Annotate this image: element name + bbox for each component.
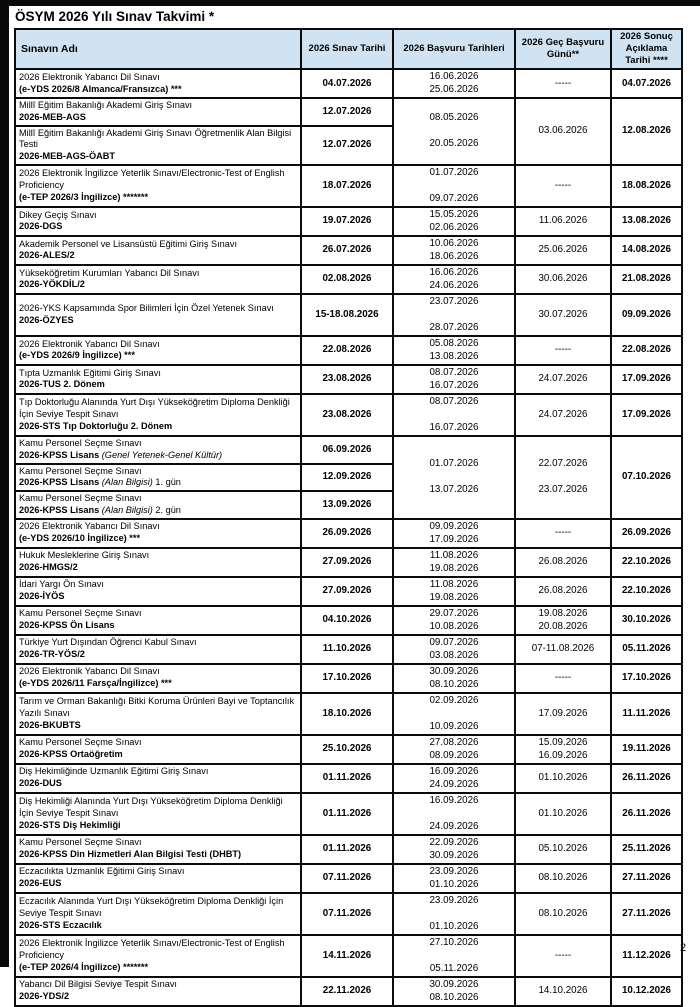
late-application-cell: 26.08.2026 bbox=[515, 577, 611, 606]
late-application-cell: 07-11.08.2026 bbox=[515, 635, 611, 664]
exam-name-cell: İdari Yargı Ön Sınavı 2026-İYÖS bbox=[15, 577, 301, 606]
application-dates-cell: 27.08.2026 08.09.2026 bbox=[393, 735, 515, 764]
application-dates-cell: 30.09.2026 08.10.2026 bbox=[393, 664, 515, 693]
late-application-cell: 08.10.2026 bbox=[515, 893, 611, 935]
application-dates-cell: 11.08.2026 19.08.2026 bbox=[393, 577, 515, 606]
exam-name-cell: Yükseköğretim Kurumları Yabancı Dil Sınavı 2026-YÖKDİL/2 bbox=[15, 265, 301, 294]
header-row bbox=[15, 29, 682, 69]
exam-date-cell: 25.10.2026 bbox=[301, 735, 393, 764]
result-date-cell: 26.11.2026 bbox=[611, 764, 682, 793]
application-dates-cell: 08.07.2026 16.07.2026 bbox=[393, 365, 515, 394]
result-date-cell: 17.09.2026 bbox=[611, 394, 682, 436]
table-row bbox=[15, 436, 682, 464]
application-dates-cell: 16.09.2026 24.09.2026 bbox=[393, 764, 515, 793]
exam-schedule-table bbox=[14, 28, 683, 1007]
late-application-cell: 11.06.2026 bbox=[515, 207, 611, 236]
late-application-cell: 17.09.2026 bbox=[515, 693, 611, 735]
exam-date-cell: 07.11.2026 bbox=[301, 864, 393, 893]
exam-date-cell: 26.07.2026 bbox=[301, 236, 393, 265]
application-dates-cell: 29.07.2026 10.08.2026 bbox=[393, 606, 515, 635]
late-application-cell: ----- bbox=[515, 519, 611, 548]
result-date-cell: 30.10.2026 bbox=[611, 606, 682, 635]
result-date-cell: 22.08.2026 bbox=[611, 336, 682, 365]
table-row bbox=[15, 394, 682, 436]
exam-name-cell: Millî Eğitim Bakanlığı Akademi Giriş Sınavı Öğretmenlik Alan Bilgisi Testi 2026-MEB-AGS-ÖABT bbox=[15, 126, 301, 165]
table-row bbox=[15, 69, 682, 98]
table-row bbox=[15, 764, 682, 793]
table-row bbox=[15, 207, 682, 236]
exam-date-cell: 01.11.2026 bbox=[301, 835, 393, 864]
late-application-cell: ----- bbox=[515, 664, 611, 693]
exam-date-cell: 23.08.2026 bbox=[301, 394, 393, 436]
table-row bbox=[15, 365, 682, 394]
exam-name-cell: 2026 Elektronik İngilizce Yeterlik Sınavı/Electronic-Test of English Proficiency (e-TEP 2026/3 İngilizce) ******* bbox=[15, 165, 301, 207]
exam-date-cell: 04.07.2026 bbox=[301, 69, 393, 98]
table-row bbox=[15, 265, 682, 294]
late-application-cell: 14.10.2026 bbox=[515, 977, 611, 1006]
exam-date-cell: 27.09.2026 bbox=[301, 548, 393, 577]
exam-name-cell: 2026 Elektronik Yabancı Dil Sınavı (e-YDS 2026/9 İngilizce) *** bbox=[15, 336, 301, 365]
exam-name-cell: 2026 Elektronik Yabancı Dil Sınavı (e-YDS 2026/10 İngilizce) *** bbox=[15, 519, 301, 548]
table-row bbox=[15, 635, 682, 664]
application-dates-cell: 09.09.2026 17.09.2026 bbox=[393, 519, 515, 548]
result-date-cell: 17.10.2026 bbox=[611, 664, 682, 693]
result-date-cell: 14.08.2026 bbox=[611, 236, 682, 265]
late-application-cell: 08.10.2026 bbox=[515, 864, 611, 893]
table-row bbox=[15, 165, 682, 207]
table-row bbox=[15, 336, 682, 365]
result-date-cell: 27.11.2026 bbox=[611, 864, 682, 893]
exam-date-cell: 02.08.2026 bbox=[301, 265, 393, 294]
exam-name-cell: Eczacılık Alanında Yurt Dışı Yükseköğretim Diploma Denkliği İçin Seviye Tespit Sınavı 2026-STS Eczacılık bbox=[15, 893, 301, 935]
exam-name-cell: Diş Hekimliği Alanında Yurt Dışı Yükseköğretim Diploma Denkliği İçin Seviye Tespit Sınavı 2026-STS Diş Hekimliği bbox=[15, 793, 301, 835]
application-dates-cell: 30.09.2026 08.10.2026 bbox=[393, 977, 515, 1006]
exam-date-cell: 19.07.2026 bbox=[301, 207, 393, 236]
exam-date-cell: 06.09.2026 bbox=[301, 436, 393, 464]
table-row bbox=[15, 98, 682, 126]
exam-date-cell: 11.10.2026 bbox=[301, 635, 393, 664]
exam-name-cell: Kamu Personel Seçme Sınavı 2026-KPSS Ortaöğretim bbox=[15, 735, 301, 764]
exam-date-cell: 12.09.2026 bbox=[301, 464, 393, 492]
header-late-application-day: 2026 Geç Başvuru Günü** bbox=[515, 29, 611, 69]
exam-date-cell: 26.09.2026 bbox=[301, 519, 393, 548]
application-dates-cell: 16.09.2026 24.09.2026 bbox=[393, 793, 515, 835]
exam-name-cell: Dikey Geçiş Sınavı 2026-DGS bbox=[15, 207, 301, 236]
page-left-border bbox=[0, 0, 9, 967]
exam-date-cell: 18.07.2026 bbox=[301, 165, 393, 207]
exam-name-cell: Yabancı Dil Bilgisi Seviye Tespit Sınavı 2026-YDS/2 bbox=[15, 977, 301, 1006]
result-date-cell: 12.08.2026 bbox=[611, 98, 682, 165]
exam-date-cell: 22.08.2026 bbox=[301, 336, 393, 365]
exam-name-cell: 2026 Elektronik Yabancı Dil Sınavı (e-YDS 2026/11 Farsça/İngilizce) *** bbox=[15, 664, 301, 693]
exam-name-cell: 2026-YKS Kapsamında Spor Bilimleri İçin Özel Yetenek Sınavı 2026-ÖZYES bbox=[15, 294, 301, 336]
result-date-cell: 07.10.2026 bbox=[611, 436, 682, 519]
page-title: ÖSYM 2026 Yılı Sınav Takvimi * bbox=[15, 9, 215, 24]
exam-name-cell: Tarım ve Orman Bakanlığı Bitki Koruma Ürünleri Bayi ve Toptancılık Yazılı Sınavı 2026-BKUBTS bbox=[15, 693, 301, 735]
application-dates-cell: 16.06.2026 24.06.2026 bbox=[393, 265, 515, 294]
exam-date-cell: 13.09.2026 bbox=[301, 491, 393, 519]
application-dates-cell: 16.06.2026 25.06.2026 bbox=[393, 69, 515, 98]
late-application-cell: 26.08.2026 bbox=[515, 548, 611, 577]
exam-date-cell: 17.10.2026 bbox=[301, 664, 393, 693]
result-date-cell: 26.11.2026 bbox=[611, 793, 682, 835]
header-exam-name: Sınavın Adı bbox=[15, 29, 301, 69]
table-row bbox=[15, 693, 682, 735]
exam-date-cell: 18.10.2026 bbox=[301, 693, 393, 735]
result-date-cell: 26.09.2026 bbox=[611, 519, 682, 548]
result-date-cell: 17.09.2026 bbox=[611, 365, 682, 394]
exam-name-cell: Kamu Personel Seçme Sınavı 2026-KPSS Ön Lisans bbox=[15, 606, 301, 635]
exam-name-cell: Tıpta Uzmanlık Eğitimi Giriş Sınavı 2026-TUS 2. Dönem bbox=[15, 365, 301, 394]
late-application-cell: 24.07.2026 bbox=[515, 365, 611, 394]
exam-date-cell: 04.10.2026 bbox=[301, 606, 393, 635]
result-date-cell: 21.08.2026 bbox=[611, 265, 682, 294]
application-dates-cell: 22.09.2026 30.09.2026 bbox=[393, 835, 515, 864]
late-application-cell: ----- bbox=[515, 336, 611, 365]
exam-name-cell: Eczacılıkta Uzmanlık Eğitimi Giriş Sınavı 2026-EUS bbox=[15, 864, 301, 893]
exam-name-cell: Millî Eğitim Bakanlığı Akademi Giriş Sınavı 2026-MEB-AGS bbox=[15, 98, 301, 126]
exam-name-cell: Hukuk Mesleklerine Giriş Sınavı 2026-HMGS/2 bbox=[15, 548, 301, 577]
table-row bbox=[15, 519, 682, 548]
exam-date-cell: 01.11.2026 bbox=[301, 793, 393, 835]
exam-date-cell: 12.07.2026 bbox=[301, 98, 393, 126]
result-date-cell: 04.07.2026 bbox=[611, 69, 682, 98]
table-row bbox=[15, 548, 682, 577]
table-row bbox=[15, 935, 682, 977]
late-application-cell: ----- bbox=[515, 69, 611, 98]
application-dates-cell: 02.09.2026 10.09.2026 bbox=[393, 693, 515, 735]
table-row bbox=[15, 835, 682, 864]
exam-date-cell: 07.11.2026 bbox=[301, 893, 393, 935]
exam-name-cell: 2026 Elektronik İngilizce Yeterlik Sınavı/Electronic-Test of English Proficiency (e-TEP 2026/4 İngilizce) ******* bbox=[15, 935, 301, 977]
exam-name-cell: Akademik Personel ve Lisansüstü Eğitimi Giriş Sınavı 2026-ALES/2 bbox=[15, 236, 301, 265]
exam-date-cell: 27.09.2026 bbox=[301, 577, 393, 606]
table-row bbox=[15, 893, 682, 935]
page-number: 2 bbox=[680, 942, 687, 954]
page-top-border bbox=[0, 0, 700, 6]
late-application-cell: 01.10.2026 bbox=[515, 793, 611, 835]
late-application-cell: 25.06.2026 bbox=[515, 236, 611, 265]
application-dates-cell: 10.06.2026 18.06.2026 bbox=[393, 236, 515, 265]
exam-table-body bbox=[15, 69, 682, 1006]
exam-date-cell: 22.11.2026 bbox=[301, 977, 393, 1006]
result-date-cell: 27.11.2026 bbox=[611, 893, 682, 935]
late-application-cell: ----- bbox=[515, 935, 611, 977]
application-dates-cell: 15.05.2026 02.06.2026 bbox=[393, 207, 515, 236]
late-application-cell: 03.06.2026 bbox=[515, 98, 611, 165]
late-application-cell: 05.10.2026 bbox=[515, 835, 611, 864]
exam-date-cell: 15-18.08.2026 bbox=[301, 294, 393, 336]
exam-date-cell: 23.08.2026 bbox=[301, 365, 393, 394]
exam-name-cell: Kamu Personel Seçme Sınavı 2026-KPSS Lisans (Alan Bilgisi) 1. gün bbox=[15, 464, 301, 492]
table-row bbox=[15, 977, 682, 1006]
late-application-cell: ----- bbox=[515, 165, 611, 207]
document-page bbox=[14, 9, 686, 1007]
result-date-cell: 22.10.2026 bbox=[611, 577, 682, 606]
table-row bbox=[15, 793, 682, 835]
exam-date-cell: 14.11.2026 bbox=[301, 935, 393, 977]
exam-name-cell: 2026 Elektronik Yabancı Dil Sınavı (e-YDS 2026/8 Almanca/Fransızca) *** bbox=[15, 69, 301, 98]
application-dates-cell: 23.07.2026 28.07.2026 bbox=[393, 294, 515, 336]
exam-name-cell: Kamu Personel Seçme Sınavı 2026-KPSS Din Hizmetleri Alan Bilgisi Testi (DHBT) bbox=[15, 835, 301, 864]
application-dates-cell: 01.07.2026 13.07.2026 bbox=[393, 436, 515, 519]
exam-name-cell: Tıp Doktorluğu Alanında Yurt Dışı Yükseköğretim Diploma Denkliği İçin Seviye Tespit Sınavı 2026-STS Tıp Doktorluğu 2. Dönem bbox=[15, 394, 301, 436]
result-date-cell: 13.08.2026 bbox=[611, 207, 682, 236]
late-application-cell: 15.09.2026 16.09.2026 bbox=[515, 735, 611, 764]
header-application-dates: 2026 Başvuru Tarihleri bbox=[393, 29, 515, 69]
table-row bbox=[15, 236, 682, 265]
result-date-cell: 18.08.2026 bbox=[611, 165, 682, 207]
result-date-cell: 25.11.2026 bbox=[611, 835, 682, 864]
application-dates-cell: 08.05.2026 20.05.2026 bbox=[393, 98, 515, 165]
exam-name-cell: Türkiye Yurt Dışından Öğrenci Kabul Sınavı 2026-TR-YÖS/2 bbox=[15, 635, 301, 664]
late-application-cell: 30.06.2026 bbox=[515, 265, 611, 294]
application-dates-cell: 08.07.2026 16.07.2026 bbox=[393, 394, 515, 436]
result-date-cell: 11.11.2026 bbox=[611, 693, 682, 735]
exam-name-cell: Kamu Personel Seçme Sınavı 2026-KPSS Lisans (Alan Bilgisi) 2. gün bbox=[15, 491, 301, 519]
header-result-date: 2026 Sonuç Açıklama Tarihi **** bbox=[611, 29, 682, 69]
application-dates-cell: 11.08.2026 19.08.2026 bbox=[393, 548, 515, 577]
exam-date-cell: 01.11.2026 bbox=[301, 764, 393, 793]
header-exam-date: 2026 Sınav Tarihi bbox=[301, 29, 393, 69]
late-application-cell: 24.07.2026 bbox=[515, 394, 611, 436]
late-application-cell: 30.07.2026 bbox=[515, 294, 611, 336]
result-date-cell: 11.12.2026 bbox=[611, 935, 682, 977]
exam-name-cell: Kamu Personel Seçme Sınavı 2026-KPSS Lisans (Genel Yetenek-Genel Kültür) bbox=[15, 436, 301, 464]
table-row bbox=[15, 735, 682, 764]
table-row bbox=[15, 577, 682, 606]
exam-name-cell: Diş Hekimliğinde Uzmanlık Eğitimi Giriş Sınavı 2026-DUS bbox=[15, 764, 301, 793]
application-dates-cell: 23.09.2026 01.10.2026 bbox=[393, 893, 515, 935]
table-row bbox=[15, 294, 682, 336]
application-dates-cell: 23.09.2026 01.10.2026 bbox=[393, 864, 515, 893]
result-date-cell: 10.12.2026 bbox=[611, 977, 682, 1006]
result-date-cell: 22.10.2026 bbox=[611, 548, 682, 577]
exam-date-cell: 12.07.2026 bbox=[301, 126, 393, 165]
late-application-cell: 22.07.2026 23.07.2026 bbox=[515, 436, 611, 519]
result-date-cell: 09.09.2026 bbox=[611, 294, 682, 336]
late-application-cell: 01.10.2026 bbox=[515, 764, 611, 793]
table-row bbox=[15, 864, 682, 893]
table-row bbox=[15, 664, 682, 693]
application-dates-cell: 05.08.2026 13.08.2026 bbox=[393, 336, 515, 365]
application-dates-cell: 27.10.2026 05.11.2026 bbox=[393, 935, 515, 977]
table-row bbox=[15, 606, 682, 635]
result-date-cell: 19.11.2026 bbox=[611, 735, 682, 764]
application-dates-cell: 09.07.2026 03.08.2026 bbox=[393, 635, 515, 664]
late-application-cell: 19.08.2026 20.08.2026 bbox=[515, 606, 611, 635]
application-dates-cell: 01.07.2026 09.07.2026 bbox=[393, 165, 515, 207]
result-date-cell: 05.11.2026 bbox=[611, 635, 682, 664]
